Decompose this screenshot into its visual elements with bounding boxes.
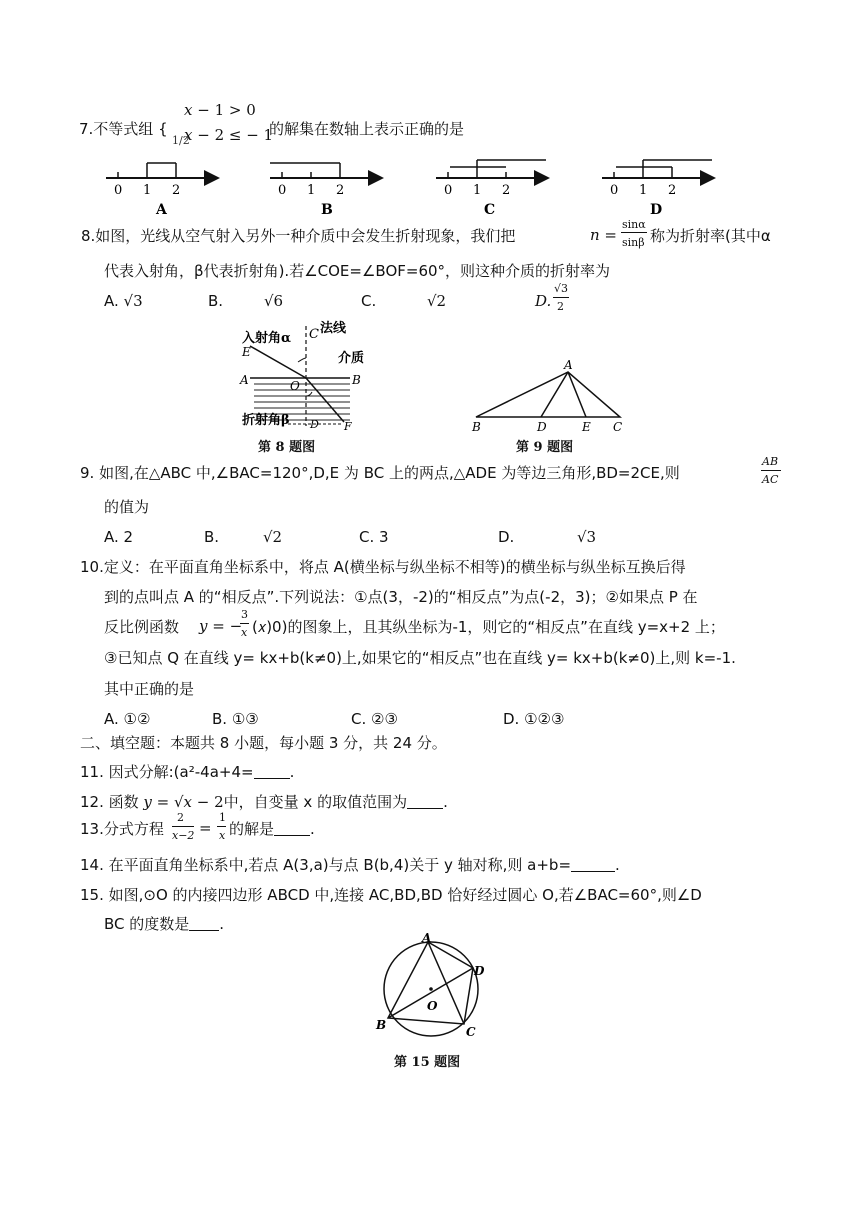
q14-answer-blank[interactable]: [571, 857, 615, 872]
q7-number-lines: [100, 150, 730, 220]
q15-figure: [368, 932, 498, 1047]
q7-b-tick-2: 2: [336, 183, 345, 198]
q13-pre: 13.分式方程: [80, 820, 164, 838]
q8-label-normal: 法线: [320, 321, 347, 336]
q7-system-bottom: 𝑥 − 2 ≤ − 1: [184, 126, 274, 144]
q8-pt-o: O: [290, 379, 300, 393]
q8-option-d-top: √3: [554, 282, 569, 295]
q9-option-b[interactable]: B.: [204, 528, 220, 546]
q10-line1: 10.定义：在平面直角坐标系中，将点 A(横坐标与纵坐标不相等)的横坐标与纵坐标互换后得: [80, 558, 686, 576]
q10-line3-pre: 反比例函数: [104, 618, 180, 636]
q15-pt-o: O: [427, 999, 438, 1013]
q14-end: .: [615, 856, 620, 874]
q7-stem: [79, 119, 168, 139]
q8-alpha-arc: [298, 358, 306, 362]
q8-option-c-value: √2: [427, 292, 447, 310]
q7-suffix: 的解集在数轴上表示正确的是: [269, 120, 465, 138]
q10-line5: 其中正确的是: [104, 680, 195, 698]
q9-pt-d: D: [537, 420, 547, 434]
q15-line1: 15. 如图,⊙O 的内接四边形 ABCD 中,连接 AC,BD,BD 恰好经过圆心 O,若∠BAC=60°,则∠D: [80, 886, 702, 904]
q9-option-c[interactable]: C. 3: [359, 528, 389, 546]
q15-pt-a: A: [422, 932, 432, 945]
q8-incident-ray: [250, 346, 306, 378]
q7-d-tick-0: 0: [610, 183, 619, 198]
q7-system-frac: 1/2: [172, 134, 190, 147]
q7-option-a-figure: [106, 163, 218, 178]
q13-answer-blank[interactable]: [274, 821, 310, 836]
q7-option-d-figure: [602, 160, 714, 178]
q9-pt-b: B: [472, 420, 481, 434]
q13-frac1-bar: [172, 826, 194, 827]
q12-formula: 𝑦 = √𝑥 − 2: [143, 793, 224, 811]
q7-d-tick-1: 1: [639, 183, 648, 198]
q7-c-tick-0: 0: [444, 183, 453, 198]
q15-line2-text: BC 的度数是: [104, 915, 190, 933]
q13-equals: =: [199, 819, 212, 837]
q10-line4: ③已知点 Q 在直线 y= kx+b(k≠0)上,如果它的“相反点”也在直线 y= kx+b(k≠0)上,则 k=-1.: [104, 649, 736, 667]
q7-b-tick-1: 1: [307, 183, 316, 198]
q7-c-tick-1: 1: [473, 183, 482, 198]
q8-option-c-letter: C.: [361, 292, 377, 310]
q8-pt-f: F: [344, 420, 352, 433]
q9-line2: 的值为: [104, 498, 150, 516]
q7-a-tick-2: 2: [172, 183, 181, 198]
q12-pre: 12. 函数: [80, 793, 139, 811]
q14: [80, 855, 620, 875]
section-2-heading: 二、填空题：本题共 8 小题，每小题 3 分，共 24 分。: [80, 734, 447, 752]
q7-option-b-label[interactable]: B: [321, 202, 333, 218]
q8-refracted-ray: [306, 378, 344, 422]
q9-frac-bottom: AC: [762, 473, 779, 486]
q8-option-c[interactable]: [361, 291, 376, 311]
q15-figure-caption: 第 15 题图: [394, 1055, 461, 1070]
q8-pt-d: D: [310, 418, 319, 431]
q9-frac-top: AB: [762, 455, 779, 468]
q8-line1: [81, 226, 515, 246]
q9-line1: 9. 如图,在△ABC 中,∠BAC=120°,D,E 为 BC 上的两点,△ADE 为等边三角形,BD=2CE,则: [80, 464, 680, 482]
q8-option-d-bottom: 2: [557, 300, 564, 313]
q7-system-top: 𝑥 − 1 > 0: [184, 101, 256, 119]
q15-line2: [104, 914, 224, 934]
q9-option-a[interactable]: A. 2: [104, 528, 134, 546]
q8-label-incident: 入射角α: [242, 331, 292, 346]
q13-frac2-bar: [217, 826, 226, 827]
q10-frac-top: 3: [241, 608, 248, 621]
q9-pt-e: E: [582, 420, 591, 434]
q15-answer-blank[interactable]: [189, 916, 219, 931]
q9-option-b-value: √2: [263, 528, 283, 546]
q8-n-formula: 𝑛 =: [590, 226, 617, 244]
q9-frac-bar: [761, 470, 781, 471]
q13-end: .: [310, 820, 315, 838]
q9-triangle-abc: [476, 372, 620, 417]
q7-option-b-figure: [270, 163, 382, 178]
q7-b-tick-0: 0: [278, 183, 287, 198]
q8-frac-bar: [621, 232, 647, 233]
q8-option-d[interactable]: D.: [535, 292, 552, 310]
q7-a-tick-0: 0: [114, 183, 123, 198]
q8-pt-e: E: [242, 345, 251, 359]
q8-option-b-letter: B.: [208, 292, 224, 310]
q8-option-a-letter: A.: [104, 292, 119, 310]
q8-line1-pre: 8.如图，光线从空气射入另外一种介质中会发生折射现象，我们把: [81, 227, 516, 245]
q8-figure-caption: 第 8 题图: [258, 440, 316, 455]
q10-frac-bar: [240, 623, 249, 624]
q12-post: 中，自变量 x 的取值范围为: [223, 793, 408, 811]
q11-end: .: [289, 763, 295, 781]
q13-frac2-bottom: x: [219, 829, 226, 842]
q9-figure: [468, 358, 628, 438]
q8-line1-post: 称为折射率(其中α: [650, 227, 771, 245]
q8-pt-b: B: [352, 373, 361, 387]
q9-figure-caption: 第 9 题图: [516, 440, 574, 455]
q8-option-b[interactable]: [208, 291, 223, 311]
q10-line3-post: (𝑥)0)的图象上，且其纵坐标为-1，则它的“相反点”在直线 y=x+2 上；: [252, 618, 725, 636]
q7-option-d-label[interactable]: D: [650, 202, 663, 218]
q7-option-c-label[interactable]: C: [484, 202, 496, 218]
q7-option-c-figure: [436, 160, 548, 178]
q10-line3-formula: 𝑦 = −: [199, 617, 243, 635]
q13-frac1-bottom: x−2: [172, 829, 195, 842]
q8-option-a[interactable]: [104, 291, 143, 311]
q12-end: .: [443, 793, 448, 811]
q11-text: 11. 因式分解:(a²-4a+4=: [80, 763, 254, 781]
q11: [80, 762, 294, 782]
q8-option-a-value: √3: [123, 292, 143, 310]
q10-option-c[interactable]: C. ②③: [351, 710, 398, 728]
q10-line2: 到的点叫点 A 的“相反点”.下列说法：①点(3，-2)的“相反点”为点(-2，3)；②如果点 P 在: [104, 588, 698, 606]
q8-label-medium: 介质: [338, 351, 365, 366]
q7-option-a-label[interactable]: A: [156, 202, 167, 218]
q8-beta-arc: [306, 392, 312, 396]
q10-frac-bottom: x: [241, 626, 248, 639]
q14-text: 14. 在平面直角坐标系中,若点 A(3,a)与点 B(b,4)关于 y 轴对称,则 a+b=: [80, 856, 572, 874]
q10-option-d[interactable]: D. ①②③: [503, 710, 565, 728]
q7-prefix: 7.不等式组 {: [79, 120, 168, 138]
q8-pt-c: C: [309, 327, 319, 342]
q12-answer-blank[interactable]: [407, 794, 443, 809]
q11-answer-blank[interactable]: [254, 764, 290, 779]
q10-option-a[interactable]: A. ①②: [104, 710, 151, 728]
q7-d-tick-2: 2: [668, 183, 677, 198]
q9-option-d[interactable]: D.: [498, 528, 515, 546]
q15-pt-c: C: [466, 1025, 476, 1039]
q8-frac-top: sinα: [622, 218, 646, 231]
q8-option-d-bar: [553, 297, 569, 298]
q13-post: 的解是: [229, 820, 275, 838]
q8-frac-bottom: sinβ: [622, 236, 645, 249]
q8-line2: 代表入射角，β代表折射角).若∠COE=∠BOF=60°，则这种介质的折射率为: [104, 262, 611, 280]
q9-option-d-value: √3: [577, 528, 597, 546]
q9-segment-ae: [568, 372, 586, 417]
q8-pt-a: A: [240, 373, 249, 387]
q13-frac1-top: 2: [177, 811, 184, 824]
q9-pt-c: C: [613, 420, 623, 434]
q15-pt-b: B: [376, 1018, 387, 1032]
q7-a-tick-1: 1: [143, 183, 152, 198]
q8-label-refract: 折射角β: [242, 413, 290, 428]
q8-option-b-value: √6: [264, 292, 284, 310]
q9-pt-a: A: [564, 358, 573, 372]
q13-frac2-top: 1: [219, 811, 226, 824]
q15-center-dot: [429, 987, 433, 991]
q10-option-b[interactable]: B. ①③: [212, 710, 259, 728]
q15-end: .: [219, 915, 225, 933]
q13: [229, 819, 315, 839]
q12: [80, 792, 448, 812]
q7-c-tick-2: 2: [502, 183, 511, 198]
q15-pt-d: D: [474, 964, 485, 978]
